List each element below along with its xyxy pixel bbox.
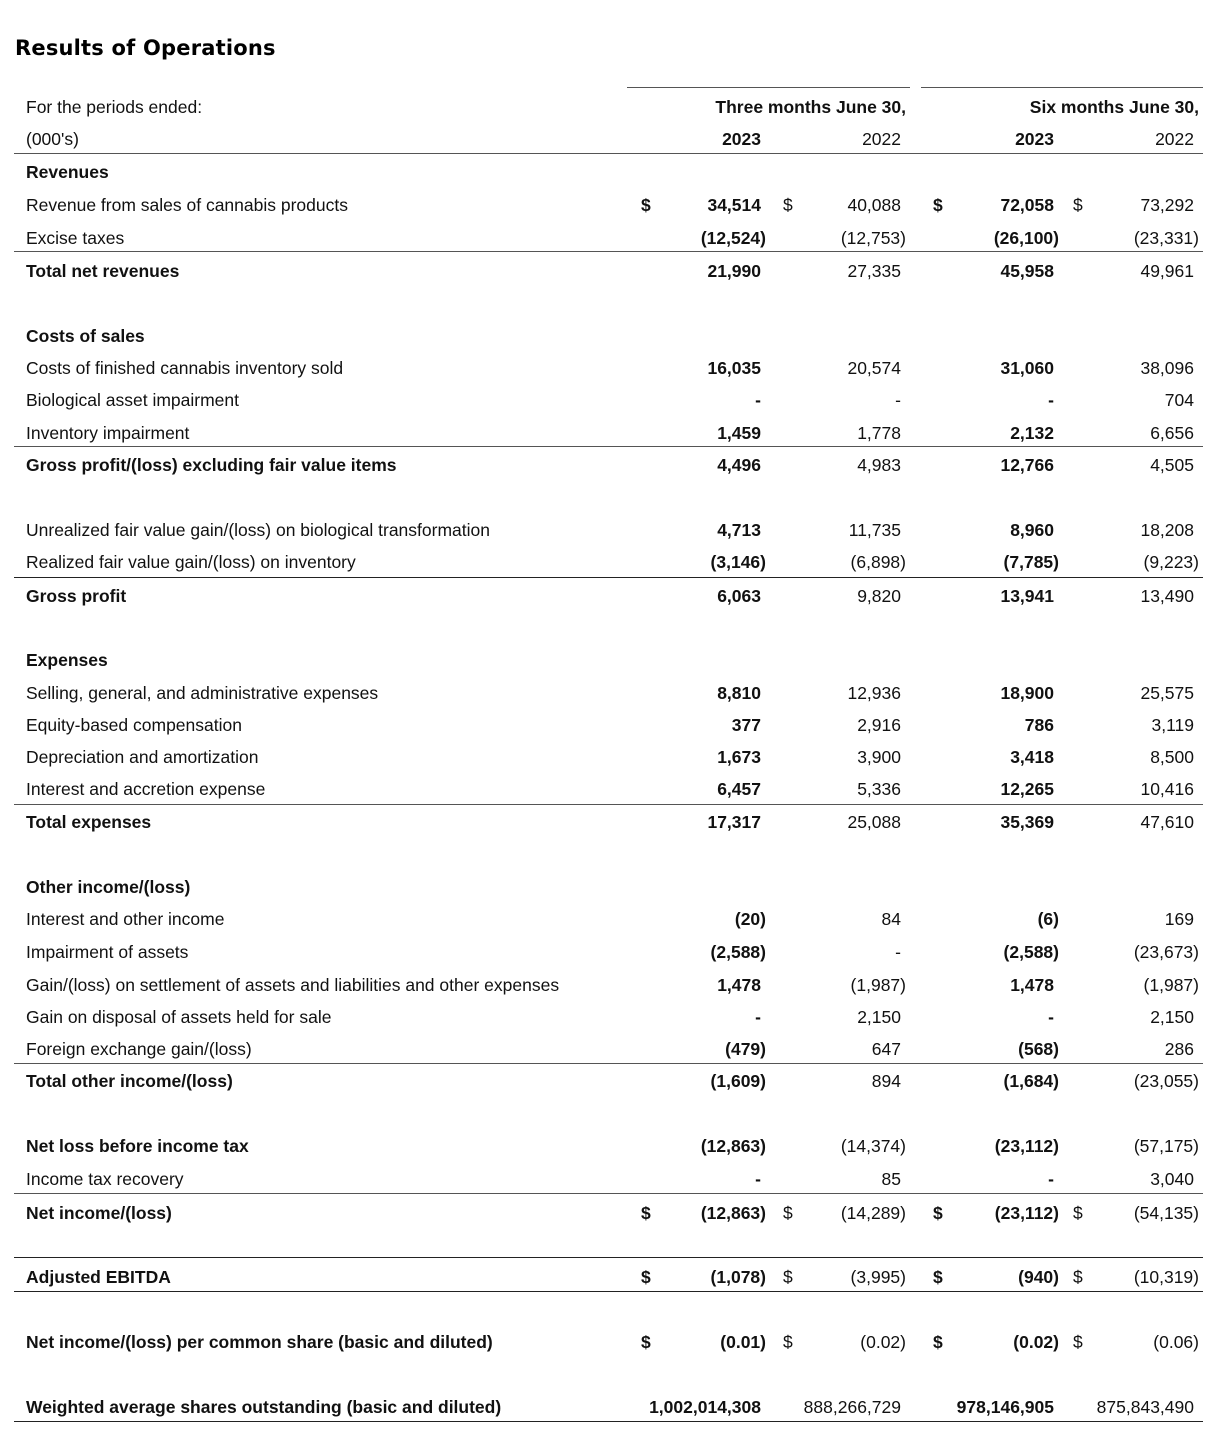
value-3m-2023: - xyxy=(755,390,761,410)
rule xyxy=(14,804,1203,805)
value-3m-2022: (3,995) xyxy=(850,1267,906,1287)
value-3m-2022: (6,898) xyxy=(850,552,906,572)
row-revenue-cannabis xyxy=(0,189,1227,221)
value-3m-2023: 34,514 xyxy=(707,195,761,215)
row-label: Unrealized fair value gain/(loss) on biological transformation xyxy=(26,520,490,540)
row-impairment-assets xyxy=(0,936,1227,968)
value-3m-2023: 6,063 xyxy=(717,586,761,606)
row-label: Net loss before income tax xyxy=(26,1136,249,1156)
value-3m-2022: 4,983 xyxy=(857,455,901,475)
row-expenses xyxy=(0,644,1227,676)
value-6m-2023: 13,941 xyxy=(1000,586,1054,606)
currency-symbol: $ xyxy=(933,1267,943,1287)
row-net-income xyxy=(0,1197,1227,1229)
currency-symbol: $ xyxy=(641,1267,651,1287)
value-6m-2022: 47,610 xyxy=(1140,812,1194,832)
row-label: Foreign exchange gain/(loss) xyxy=(26,1039,252,1059)
row-gain-disposal xyxy=(0,1001,1227,1033)
value-6m-2022: 875,843,490 xyxy=(1096,1397,1194,1417)
rule xyxy=(14,577,1203,578)
value-3m-2022: 85 xyxy=(881,1169,901,1189)
year-six-months-prior: 2022 xyxy=(1155,129,1194,149)
header-row-periods xyxy=(0,91,1227,123)
value-6m-2023: - xyxy=(1048,390,1054,410)
value-3m-2022: 12,936 xyxy=(847,683,901,703)
value-6m-2023: 12,766 xyxy=(1000,455,1054,475)
currency-symbol: $ xyxy=(641,195,651,215)
value-6m-2023: (1,684) xyxy=(1003,1071,1059,1091)
value-6m-2022: 4,505 xyxy=(1150,455,1194,475)
value-3m-2022: 84 xyxy=(881,909,901,929)
value-6m-2022: 49,961 xyxy=(1140,261,1194,281)
rule xyxy=(14,446,1203,447)
value-6m-2022: 18,208 xyxy=(1140,520,1194,540)
value-6m-2022: 10,416 xyxy=(1140,779,1194,799)
value-3m-2022: 40,088 xyxy=(847,195,901,215)
value-6m-2023: (26,100) xyxy=(993,228,1059,248)
value-3m-2022: 894 xyxy=(871,1071,901,1091)
value-6m-2023: (6) xyxy=(1037,909,1059,929)
value-6m-2023: (568) xyxy=(1018,1039,1059,1059)
row-costs-of-sales xyxy=(0,320,1227,352)
section-label: Other income/(loss) xyxy=(26,877,191,897)
rule xyxy=(14,1421,1203,1422)
value-3m-2023: (12,524) xyxy=(700,228,766,248)
rule xyxy=(14,1193,1203,1194)
row-label: Income tax recovery xyxy=(26,1169,184,1189)
section-label: Costs of sales xyxy=(26,326,145,346)
row-costs-finished-inventory xyxy=(0,352,1227,384)
row-realized-fv xyxy=(0,546,1227,578)
value-3m-2023: 4,713 xyxy=(717,520,761,540)
value-6m-2023: 978,146,905 xyxy=(956,1397,1054,1417)
rule xyxy=(14,1257,1203,1258)
value-3m-2023: (0.01) xyxy=(720,1332,766,1352)
value-6m-2022: (0.06) xyxy=(1153,1332,1199,1352)
value-6m-2023: 18,900 xyxy=(1000,683,1054,703)
row-net-loss-before-tax xyxy=(0,1130,1227,1162)
page-title: Results of Operations xyxy=(15,36,276,60)
value-3m-2023: 6,457 xyxy=(717,779,761,799)
row-label: Costs of finished cannabis inventory sold xyxy=(26,358,344,378)
header-bottom-rule xyxy=(14,153,1203,154)
currency-symbol: $ xyxy=(641,1203,651,1223)
row-equity-comp xyxy=(0,709,1227,741)
row-label: Depreciation and amortization xyxy=(26,747,259,767)
value-6m-2022: (9,223) xyxy=(1143,552,1199,572)
value-3m-2022: (14,289) xyxy=(840,1203,906,1223)
value-3m-2022: (0.02) xyxy=(860,1332,906,1352)
value-3m-2022: (12,753) xyxy=(840,228,906,248)
periods-label: For the periods ended: xyxy=(26,97,203,117)
six-months-header: Six months June 30, xyxy=(1029,97,1199,117)
row-label: Revenue from sales of cannabis products xyxy=(26,195,348,215)
row-label: Selling, general, and administrative expenses xyxy=(26,683,379,703)
row-total-expenses xyxy=(0,806,1227,838)
value-3m-2023: 1,673 xyxy=(717,747,761,767)
row-fx-gain xyxy=(0,1033,1227,1065)
currency-symbol: $ xyxy=(783,1203,793,1223)
value-3m-2022: - xyxy=(895,390,901,410)
value-6m-2022: (23,055) xyxy=(1133,1071,1199,1091)
value-6m-2022: (23,673) xyxy=(1133,942,1199,962)
currency-symbol: $ xyxy=(1073,1332,1083,1352)
value-3m-2022: 25,088 xyxy=(847,812,901,832)
row-eps xyxy=(0,1326,1227,1358)
row-weighted-shares xyxy=(0,1391,1227,1423)
value-3m-2023: 377 xyxy=(731,715,761,735)
row-inventory-impairment xyxy=(0,417,1227,449)
value-6m-2023: 72,058 xyxy=(1000,195,1054,215)
currency-symbol: $ xyxy=(1073,1267,1083,1287)
value-6m-2023: 1,478 xyxy=(1010,975,1054,995)
row-label: Equity-based compensation xyxy=(26,715,242,735)
row-gain-settlement xyxy=(0,969,1227,1001)
value-3m-2023: 8,810 xyxy=(717,683,761,703)
value-6m-2022: (23,331) xyxy=(1133,228,1199,248)
value-6m-2022: 73,292 xyxy=(1140,195,1194,215)
value-6m-2022: 6,656 xyxy=(1150,423,1194,443)
value-6m-2023: (7,785) xyxy=(1003,552,1059,572)
value-3m-2022: 647 xyxy=(871,1039,901,1059)
currency-symbol: $ xyxy=(783,1267,793,1287)
value-6m-2023: 8,960 xyxy=(1010,520,1054,540)
value-3m-2022: 1,778 xyxy=(857,423,901,443)
value-3m-2023: 21,990 xyxy=(707,261,761,281)
row-interest-accretion xyxy=(0,773,1227,805)
value-6m-2023: (0.02) xyxy=(1013,1332,1059,1352)
value-3m-2022: 5,336 xyxy=(857,779,901,799)
row-label: Total expenses xyxy=(26,812,152,832)
value-6m-2023: (940) xyxy=(1018,1267,1059,1287)
year-three-months-prior: 2022 xyxy=(862,129,901,149)
row-label: Gross profit xyxy=(26,586,127,606)
row-label: Inventory impairment xyxy=(26,423,190,443)
value-3m-2022: 3,900 xyxy=(857,747,901,767)
year-three-months-current: 2023 xyxy=(722,129,761,149)
value-3m-2022: 2,150 xyxy=(857,1007,901,1027)
value-6m-2023: 12,265 xyxy=(1000,779,1054,799)
rule xyxy=(14,1291,1203,1292)
row-excise-taxes xyxy=(0,222,1227,254)
value-6m-2022: (54,135) xyxy=(1133,1203,1199,1223)
row-sga xyxy=(0,677,1227,709)
value-3m-2023: (12,863) xyxy=(700,1203,766,1223)
section-label: Expenses xyxy=(26,650,108,670)
value-6m-2023: (23,112) xyxy=(994,1203,1059,1223)
header-rule-three-months xyxy=(627,87,910,88)
value-3m-2023: (1,078) xyxy=(710,1267,766,1287)
value-6m-2022: 2,150 xyxy=(1150,1007,1194,1027)
row-label: Total net revenues xyxy=(26,261,180,281)
row-total-net-revenues xyxy=(0,255,1227,287)
value-6m-2023: (2,588) xyxy=(1003,942,1059,962)
value-3m-2022: 27,335 xyxy=(847,261,901,281)
row-revenues xyxy=(0,156,1227,188)
row-other-income xyxy=(0,871,1227,903)
value-6m-2022: 169 xyxy=(1164,909,1194,929)
currency-symbol: $ xyxy=(783,195,793,215)
value-6m-2022: 13,490 xyxy=(1140,586,1194,606)
row-income-tax-recovery xyxy=(0,1163,1227,1195)
value-3m-2023: (20) xyxy=(734,909,766,929)
value-6m-2022: (57,175) xyxy=(1133,1136,1199,1156)
value-3m-2022: (14,374) xyxy=(840,1136,906,1156)
currency-symbol: $ xyxy=(783,1332,793,1352)
row-label: Interest and other income xyxy=(26,909,225,929)
value-6m-2023: 45,958 xyxy=(1000,261,1054,281)
value-6m-2023: 2,132 xyxy=(1010,423,1054,443)
row-interest-other-income xyxy=(0,903,1227,935)
value-3m-2023: (1,609) xyxy=(710,1071,766,1091)
value-3m-2022: - xyxy=(895,942,901,962)
currency-symbol: $ xyxy=(933,195,943,215)
value-6m-2022: (10,319) xyxy=(1133,1267,1199,1287)
value-3m-2022: 9,820 xyxy=(857,586,901,606)
value-6m-2023: 31,060 xyxy=(1000,358,1054,378)
value-3m-2023: 17,317 xyxy=(707,812,761,832)
row-label: Excise taxes xyxy=(26,228,125,248)
row-label: Weighted average shares outstanding (basic and diluted) xyxy=(26,1397,502,1417)
units-label: (000's) xyxy=(26,129,79,149)
value-6m-2023: 35,369 xyxy=(1000,812,1054,832)
rule xyxy=(14,1063,1203,1064)
value-3m-2023: 1,478 xyxy=(717,975,761,995)
value-3m-2023: - xyxy=(755,1169,761,1189)
value-6m-2023: 786 xyxy=(1024,715,1054,735)
row-total-other-income xyxy=(0,1065,1227,1097)
value-6m-2022: 8,500 xyxy=(1150,747,1194,767)
row-gross-profit xyxy=(0,580,1227,612)
currency-symbol: $ xyxy=(933,1203,943,1223)
year-six-months-current: 2023 xyxy=(1015,129,1054,149)
section-label: Revenues xyxy=(26,162,109,182)
value-3m-2023: 1,002,014,308 xyxy=(649,1397,761,1417)
value-3m-2022: 2,916 xyxy=(857,715,901,735)
value-3m-2023: (12,863) xyxy=(700,1136,766,1156)
value-6m-2022: 3,119 xyxy=(1151,715,1194,735)
value-3m-2023: (3,146) xyxy=(710,552,766,572)
value-3m-2022: 20,574 xyxy=(847,358,901,378)
row-gross-profit-excl-fv xyxy=(0,449,1227,481)
row-label: Net income/(loss) xyxy=(26,1203,172,1223)
value-3m-2022: 11,735 xyxy=(848,520,901,540)
value-3m-2023: (2,588) xyxy=(710,942,766,962)
value-6m-2023: - xyxy=(1048,1007,1054,1027)
value-3m-2023: 1,459 xyxy=(717,423,761,443)
value-6m-2022: 286 xyxy=(1164,1039,1194,1059)
row-label: Biological asset impairment xyxy=(26,390,240,410)
three-months-header: Three months June 30, xyxy=(715,97,906,117)
value-3m-2023: 4,496 xyxy=(717,455,761,475)
row-biological-asset-impairment xyxy=(0,384,1227,416)
row-adjusted-ebitda xyxy=(0,1261,1227,1293)
row-label: Gain on disposal of assets held for sale xyxy=(26,1007,332,1027)
currency-symbol: $ xyxy=(933,1332,943,1352)
row-label: Realized fair value gain/(loss) on inventory xyxy=(26,552,356,572)
value-6m-2023: - xyxy=(1048,1169,1054,1189)
row-label: Gross profit/(loss) excluding fair value items xyxy=(26,455,397,475)
value-3m-2023: - xyxy=(755,1007,761,1027)
row-label: Impairment of assets xyxy=(26,942,189,962)
value-6m-2022: 25,575 xyxy=(1140,683,1194,703)
value-3m-2023: (479) xyxy=(725,1039,766,1059)
row-label: Net income/(loss) per common share (basic and diluted) xyxy=(26,1332,493,1352)
value-3m-2022: (1,987) xyxy=(850,975,906,995)
row-label: Interest and accretion expense xyxy=(26,779,266,799)
row-label: Adjusted EBITDA xyxy=(26,1267,171,1287)
currency-symbol: $ xyxy=(641,1332,651,1352)
value-6m-2022: 38,096 xyxy=(1140,358,1194,378)
value-6m-2022: 704 xyxy=(1164,390,1194,410)
row-depreciation xyxy=(0,741,1227,773)
row-label: Gain/(loss) on settlement of assets and liabilities and other expenses xyxy=(26,975,560,995)
value-6m-2022: 3,040 xyxy=(1150,1169,1194,1189)
value-6m-2022: (1,987) xyxy=(1143,975,1199,995)
rule xyxy=(14,251,1203,252)
header-rule-six-months xyxy=(921,87,1203,88)
value-6m-2023: (23,112) xyxy=(994,1136,1059,1156)
row-label: Total other income/(loss) xyxy=(26,1071,233,1091)
value-3m-2023: 16,035 xyxy=(707,358,761,378)
row-unrealized-fv xyxy=(0,514,1227,546)
value-3m-2022: 888,266,729 xyxy=(803,1397,901,1417)
currency-symbol: $ xyxy=(1073,195,1083,215)
header-row-years xyxy=(0,123,1227,155)
value-6m-2023: 3,418 xyxy=(1010,747,1054,767)
currency-symbol: $ xyxy=(1073,1203,1083,1223)
